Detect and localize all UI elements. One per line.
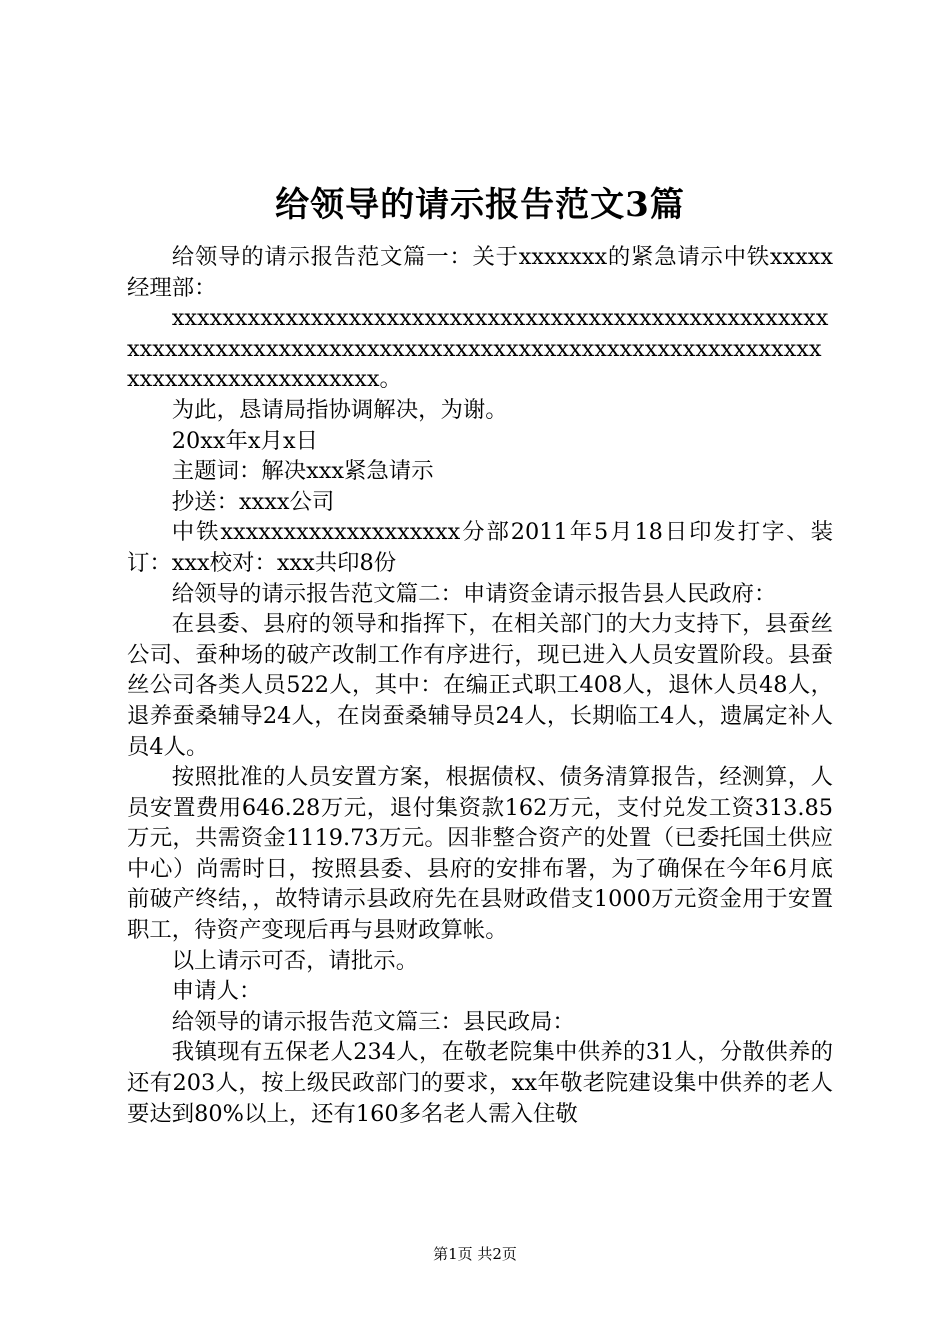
paragraph-subject: 主题词：解决xxx紧急请示 xyxy=(171,458,434,485)
document-title: 给领导的请示报告范文3篇 xyxy=(275,185,685,225)
paragraph-2: xxxxxxxxxxxxxxxxxxxxxxxxxxxxxxxxxxxxxxxxxxxxxxxxxxxxxxxxxxxxxxxxxxxxxxxxxxxxxxxxxxxxxxxxxxxxxxxxxxxxxxxxxxxxxxxxxxxxxxxxxxxxxxx。 xyxy=(127,305,829,393)
document-page xyxy=(127,180,833,1129)
paragraph-section-3-heading: 给领导的请示报告范文篇三：县民政局： xyxy=(171,1008,575,1035)
paragraph-section-2-body-2: 按照批准的人员安置方案，根据债权、债务清算报告，经测算，人员安置费用646.28万元，退付集资款162万元，支付兑发工资313.85万元，共需资金1119.73万元。因非整合资产的处置（已委托国土供应中心）尚需时日，按照县委、县府的安排布署，为了确保在今年6月底前破产终结，，故特请示县政府先在县财政借支1000万元资金用于安置职工，待资产变现后再与县财政算帐。 xyxy=(127,764,833,944)
paragraph-issue-info: 中铁xxxxxxxxxxxxxxxxxxx分部2011年5月18日印发打字、装订：xxx校对：xxx共印8份 xyxy=(127,519,833,576)
paragraph-section-2-body-1: 在县委、县府的领导和指挥下，在相关部门的大力支持下，县蚕丝公司、蚕种场的破产改制工作有序进行，现已进入人员安置阶段。县蚕丝公司各类人员522人，其中：在编正式职工408人，退休人员48人，退养蚕桑辅导24人，在岗蚕桑辅导员24人，长期临工4人，遗属定补人员4人。 xyxy=(127,611,833,760)
page-footer: 第1页 共2页 xyxy=(433,1245,517,1263)
paragraph-section-3-body: 我镇现有五保老人234人，在敬老院集中供养的31人，分散供养的还有203人，按上级民政部门的要求，xx年敬老院建设集中供养的老人要达到80%以上，还有160多名老人需入住敬 xyxy=(127,1039,833,1127)
paragraph-3: 为此，恳请局指协调解决，为谢。 xyxy=(171,396,508,423)
paragraph-cc: 抄送：xxxx公司 xyxy=(171,488,335,515)
paragraph-applicant: 申请人： xyxy=(171,978,262,1005)
paragraph-section-2-closing: 以上请示可否，请批示。 xyxy=(171,947,419,974)
paragraph-1: 给领导的请示报告范文篇一：关于xxxxxxx的紧急请示中铁xxxxx经理部： xyxy=(127,244,833,301)
paragraph-section-2-heading: 给领导的请示报告范文篇二：申请资金请示报告县人民政府： xyxy=(171,580,777,607)
paragraph-date: 20xx年x月x日 xyxy=(171,427,318,454)
